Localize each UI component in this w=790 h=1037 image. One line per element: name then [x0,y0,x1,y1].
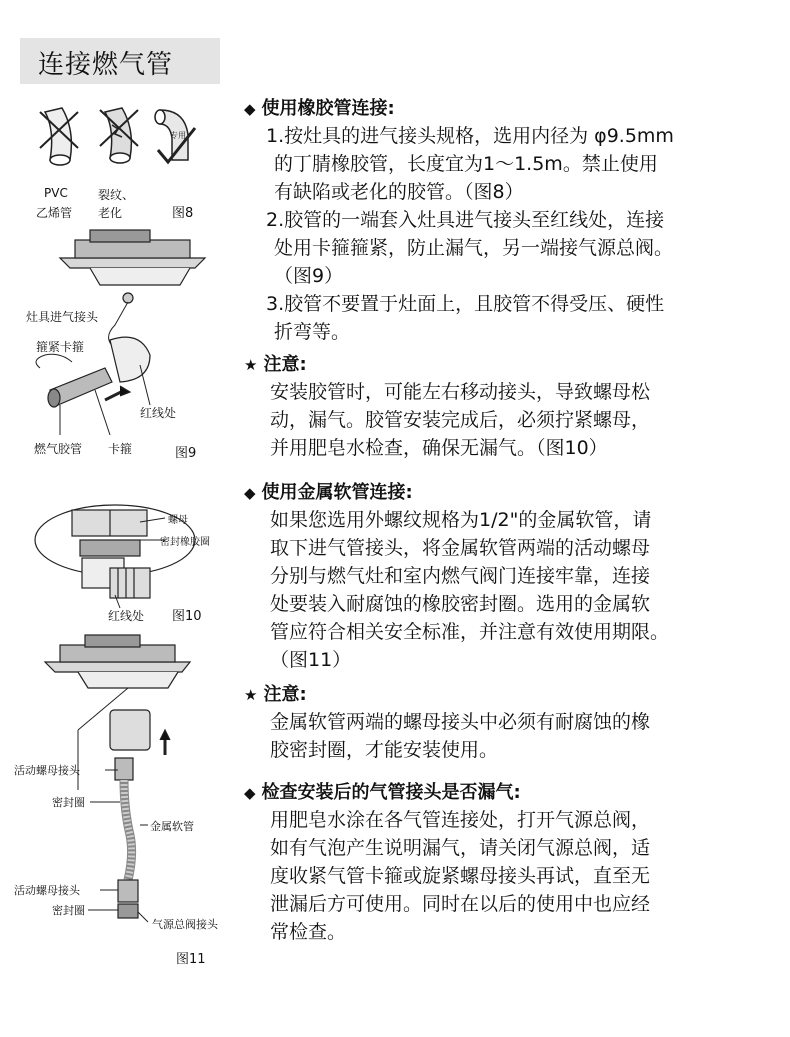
text-line: （图9） [274,265,344,287]
fig11-label: 图11 [176,952,206,967]
text-line: 有缺陷或老化的胶管。（图8） [274,181,524,203]
hose-label: 燃气胶管 [34,442,83,456]
pvc-pipe-icon [40,108,78,165]
text-line: 取下进气管接头，将金属软管两端的活动螺母 [270,537,651,559]
inlet-label: 灶具进气接头 [26,310,99,324]
text-line: 2.胶管的一端套入灶具进气接头至红线处，连接 [266,209,665,231]
section-leak-check [244,780,790,946]
section-heading: ◆ 使用橡胶管连接: [244,98,395,119]
source-valve-label: 气源总阀接头 [152,918,218,931]
clamp-label: 卡箍 [108,442,133,456]
clamp-top-label: 箍紧卡箍 [36,340,85,354]
text-line: 管应符合相关安全标准，并注意有效使用期限。 [270,621,670,643]
text-line: 安装胶管时，可能左右移动接头，导致螺母松 [270,381,651,403]
figures-column [0,90,240,1037]
text-line: 处用卡箍箍紧，防止漏气，另一端接气源总阀。 [274,237,674,259]
text-line: 动，漏气。胶管安装完成后，必须拧紧螺母， [270,409,651,431]
star-icon: ★ [244,356,258,374]
text-line: 折弯等。 [274,321,351,343]
stove-top-icon-fig9 [60,230,205,352]
section-heading: ★ 注意: [244,684,307,705]
fig9-label: 图9 [175,446,197,461]
metal-hose-icon [88,758,148,922]
seal-top-label: 密封圈 [52,796,85,809]
text-line: 的丁腈橡胶管，长度宜为1～1.5m。禁止使用 [274,153,658,175]
section-rubber-hose [244,96,790,346]
special-tag: 专用 [170,131,186,140]
pvc-label: PVC [44,186,68,200]
metal-hose-label: 金属软管 [150,820,194,833]
text-line: 胶密封圈，才能安装使用。 [270,739,499,761]
crack-label: 裂纹、 [98,188,135,202]
section-heading: ◆ 检查安装后的气管接头是否漏气: [244,782,521,803]
diamond-icon: ◆ [244,784,256,802]
text-line: 如果您选用外螺纹规格为1/2"的金属软管，请 [270,509,652,531]
red-line-label-fig10: 红线处 [108,609,145,623]
text-line: 泄漏后方可使用。同时在以后的使用中也应经 [270,893,651,915]
text-line: 分别与燃气灶和室内燃气阀门连接牢靠，连接 [270,565,651,587]
diamond-icon: ◆ [244,484,256,502]
red-line-label-fig9: 红线处 [140,406,177,420]
seal-label: 密封橡胶圈 [160,537,210,548]
star-icon: ★ [244,686,258,704]
text-line: 处要装入耐腐蚀的橡胶密封圈。选用的金属软 [270,593,651,615]
text-line: （图11） [270,649,352,671]
cracked-pipe-icon [100,108,138,163]
text-line: 常检查。 [270,921,347,943]
crack-label-2: 老化 [98,206,123,220]
fig10-label: 图10 [172,609,202,624]
text-line: 3.胶管不要置于灶面上，且胶管不得受压、硬性 [266,293,665,315]
text-line: 1.按灶具的进气接头规格，选用内径为 φ9.5mm [266,125,674,147]
section-heading: ★ 注意: [244,354,307,375]
text-line: 用肥皂水涂在各气管连接处，打开气源总阀， [270,809,651,831]
diamond-icon: ◆ [244,100,256,118]
page-title-bar [20,38,220,84]
text-line: 并用肥皂水检查，确保无漏气。（图10） [270,437,608,459]
section-note-1 [244,352,790,462]
text-line: 度收紧气管卡箍或旋紧螺母接头再试，直至无 [270,865,651,887]
nut-label: 螺母 [168,515,188,526]
section-heading: ◆ 使用金属软管连接: [244,482,413,503]
seal-bottom-label: 密封圈 [52,904,85,917]
fig8-label: 图8 [172,206,194,221]
nut-joint-bottom-label: 活动螺母接头 [14,884,80,897]
text-line: 金属软管两端的螺母接头中必须有耐腐蚀的橡 [270,711,651,733]
section-metal-hose [244,480,790,674]
text-line: 如有气泡产生说明漏气，请关闭气源总阀，适 [270,837,651,859]
section-note-2 [244,682,790,764]
pvc-label-2: 乙烯管 [36,206,73,220]
page-title: 连接燃气管 [38,50,174,80]
nut-joint-top-label: 活动螺母接头 [14,764,80,777]
